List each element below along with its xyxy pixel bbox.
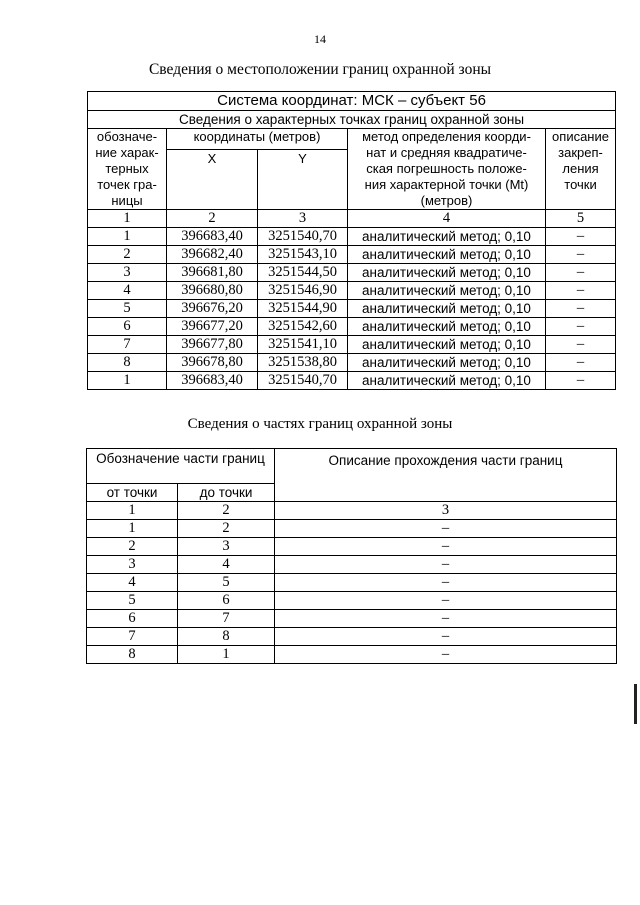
cell-x: 396677,20 [167,318,258,336]
cell-point: 7 [88,336,167,354]
table-row [88,372,616,390]
cell-from: 4 [87,574,178,592]
cell-method: аналитический метод; 0,10 [348,318,546,336]
cell-from: 7 [87,628,178,646]
cell-x: 396678,80 [167,354,258,372]
header-to-point: до точки [178,484,275,502]
cell-point: 6 [88,318,167,336]
section-title-parts: Сведения о частях границ охранной зоны [187,416,453,432]
cell-to: 7 [178,610,275,628]
cell-y: 3251540,70 [258,228,348,246]
table-row [87,574,617,592]
cell-method: аналитический метод; 0,10 [348,246,546,264]
cell-point: 5 [88,300,167,318]
cell-to: 8 [178,628,275,646]
page-number: 14 [314,32,326,46]
column-numbers-row: 1 2 3 [87,502,617,520]
cell-x: 396677,80 [167,336,258,354]
table-row [87,556,617,574]
table-row [87,520,617,538]
header-part-designation: Обозначение части границ [87,449,275,484]
table-row [87,610,617,628]
cell-method: аналитический метод; 0,10 [348,264,546,282]
cell-x: 396681,80 [167,264,258,282]
cell-desc: – [546,246,616,264]
header-fixing-description: описание закреп- ления точки [546,129,616,210]
cell-to: 6 [178,592,275,610]
cell-desc: – [546,336,616,354]
cell-y: 3251541,10 [258,336,348,354]
cell-desc: – [275,520,617,538]
header-from-point: от точки [87,484,178,502]
header-x: X [167,149,258,209]
cell-to: 5 [178,574,275,592]
cell-to: 2 [178,520,275,538]
cell-method: аналитический метод; 0,10 [348,300,546,318]
cell-point: 4 [88,282,167,300]
column-numbers-row: 1 2 3 4 5 [88,210,616,228]
coordinate-system: Система координат: МСК – субъект 56 [88,92,616,111]
cell-y: 3251546,90 [258,282,348,300]
table-subtitle: Сведения о характерных точках границ охранной зоны [88,111,616,129]
table-row [88,354,616,372]
table-row [88,300,616,318]
cell-to: 3 [178,538,275,556]
cell-to: 4 [178,556,275,574]
cell-method: аналитический метод; 0,10 [348,282,546,300]
cell-method: аналитический метод; 0,10 [348,336,546,354]
table-row [87,592,617,610]
cell-from: 2 [87,538,178,556]
cell-desc: – [275,556,617,574]
cell-method: аналитический метод; 0,10 [348,228,546,246]
table-row [88,282,616,300]
cell-point: 1 [88,372,167,390]
cell-y: 3251544,90 [258,300,348,318]
cell-y: 3251542,60 [258,318,348,336]
cell-point: 3 [88,264,167,282]
cell-from: 8 [87,646,178,664]
section-title-location: Сведения о местоположении границ охранной зоны [148,61,492,78]
cell-desc: – [546,354,616,372]
cell-desc: – [275,628,617,646]
cell-x: 396683,40 [167,372,258,390]
cell-from: 6 [87,610,178,628]
table-row [88,264,616,282]
cell-point: 1 [88,228,167,246]
header-part-description: Описание прохождения части границ [275,449,617,502]
cell-to: 1 [178,646,275,664]
cell-x: 396676,20 [167,300,258,318]
cell-point: 8 [88,354,167,372]
header-y: Y [258,149,348,209]
table-row [87,628,617,646]
cell-desc: – [275,574,617,592]
cell-y: 3251544,50 [258,264,348,282]
table-row [87,538,617,556]
table-row [88,228,616,246]
cell-desc: – [546,264,616,282]
cell-from: 5 [87,592,178,610]
cell-x: 396683,40 [167,228,258,246]
header-coordinates: координаты (метров) [167,129,348,150]
header-method: метод определения коорди- нат и средняя квадратиче- ская погрешность положе- ния характерной точки (Mt) (метров) [348,129,546,210]
cell-from: 1 [87,520,178,538]
cell-x: 396682,40 [167,246,258,264]
cell-desc: – [546,300,616,318]
cell-desc: – [275,646,617,664]
cell-y: 3251540,70 [258,372,348,390]
cell-desc: – [275,538,617,556]
table-row [88,318,616,336]
cell-desc: – [546,228,616,246]
cell-y: 3251538,80 [258,354,348,372]
header-point-designation: обозначе- ние харак- терных точек гра- ницы [88,129,167,210]
boundary-points-table [87,91,616,390]
cell-y: 3251543,10 [258,246,348,264]
cell-from: 3 [87,556,178,574]
cell-x: 396680,80 [167,282,258,300]
table-row [87,646,617,664]
cell-point: 2 [88,246,167,264]
cell-method: аналитический метод; 0,10 [348,354,546,372]
cell-method: аналитический метод; 0,10 [348,372,546,390]
cell-desc: – [275,592,617,610]
scan-edge-mark [634,684,637,724]
table-row [88,336,616,354]
table-row [88,246,616,264]
cell-desc: – [546,318,616,336]
boundary-parts-table [86,448,617,664]
cell-desc: – [275,610,617,628]
cell-desc: – [546,282,616,300]
cell-desc: – [546,372,616,390]
